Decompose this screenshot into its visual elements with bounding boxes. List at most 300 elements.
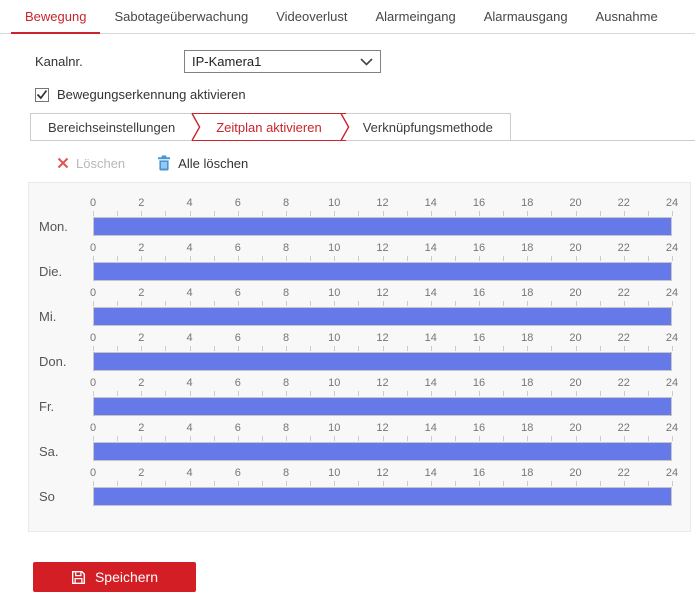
check-icon (36, 89, 48, 100)
hour-tick (455, 436, 456, 441)
hour-label: 8 (282, 377, 290, 389)
hour-tick (503, 391, 504, 396)
hour-tick (551, 346, 552, 351)
hour-tick (334, 211, 335, 216)
hour-tick (672, 391, 673, 396)
hour-label: 4 (186, 467, 193, 479)
hour-tick (334, 256, 335, 261)
hour-tick (358, 481, 359, 486)
day-label: Mi. (39, 309, 57, 324)
hour-tick (479, 301, 480, 306)
hour-tick (672, 211, 673, 216)
timeline (89, 286, 679, 331)
hour-tick (141, 301, 142, 306)
hour-label: 18 (521, 287, 534, 299)
hour-tick (672, 256, 673, 261)
hour-tick (93, 301, 94, 306)
hour-label: 24 (665, 422, 679, 434)
schedule-row-so (39, 466, 679, 511)
delete-label: Löschen (76, 155, 126, 171)
hour-tick (238, 481, 239, 486)
hour-tick (431, 436, 432, 441)
hour-label: 4 (186, 197, 193, 209)
hour-tick (624, 391, 625, 396)
day-label: Mon. (39, 219, 68, 234)
hour-label: 6 (234, 467, 241, 479)
hour-label: 12 (376, 197, 389, 209)
hour-label: 24 (665, 287, 679, 299)
hour-label: 6 (234, 287, 241, 299)
hour-tick (117, 346, 118, 351)
save-label: Speichern (94, 569, 159, 585)
hour-tick (431, 391, 432, 396)
hour-tick (214, 481, 215, 486)
day-label: Fr. (39, 399, 55, 414)
hour-label: 22 (617, 242, 630, 254)
hour-tick (503, 301, 504, 306)
subtab-bar-filler (511, 113, 695, 141)
hour-label: 6 (234, 422, 241, 434)
hour-tick (190, 436, 191, 441)
hour-tick (479, 211, 480, 216)
hour-tick (407, 481, 408, 486)
hour-label: 20 (569, 197, 582, 209)
hour-tick (455, 391, 456, 396)
hour-tick (527, 346, 528, 351)
hour-tick (310, 211, 311, 216)
hour-tick (190, 481, 191, 486)
hour-tick (214, 301, 215, 306)
hour-label: 18 (521, 197, 534, 209)
schedule-track[interactable] (93, 397, 672, 416)
schedule-bar[interactable] (94, 308, 671, 325)
hour-label: 18 (521, 242, 534, 254)
hour-tick (551, 391, 552, 396)
hour-tick (431, 301, 432, 306)
hour-tick (262, 391, 263, 396)
hour-label: 14 (424, 287, 437, 299)
tab-alarmeingang[interactable]: Alarmeingang (375, 9, 456, 24)
hour-label: 4 (186, 242, 193, 254)
hour-label: 14 (424, 242, 437, 254)
hour-tick (165, 481, 166, 486)
hour-tick (117, 301, 118, 306)
hour-tick (503, 211, 504, 216)
hour-tick (479, 481, 480, 486)
hour-tick (334, 481, 335, 486)
hour-tick (214, 211, 215, 216)
hour-label: 16 (472, 332, 486, 344)
hour-tick (117, 391, 118, 396)
trash-icon (157, 155, 171, 171)
hour-tick (238, 346, 239, 351)
hour-tick (503, 346, 504, 351)
delete-x-icon (57, 157, 69, 169)
hour-label: 22 (617, 197, 630, 209)
schedule-track[interactable] (93, 487, 672, 506)
hour-tick (551, 301, 552, 306)
hour-tick (407, 391, 408, 396)
hour-tick (165, 211, 166, 216)
schedule-track[interactable] (93, 262, 672, 281)
hour-tick (262, 436, 263, 441)
hour-tick (286, 391, 287, 396)
hour-label: 18 (521, 422, 534, 434)
hour-tick (431, 481, 432, 486)
hour-label: 4 (186, 377, 193, 389)
hour-tick (93, 481, 94, 486)
hour-tick (262, 256, 263, 261)
schedule-track[interactable] (93, 352, 672, 371)
hour-label: 24 (665, 332, 679, 344)
delete-button[interactable] (57, 156, 125, 171)
hour-tick (600, 436, 601, 441)
hour-tick (455, 346, 456, 351)
channel-select-value: IP-Kamera1 (192, 54, 262, 69)
hour-label: 24 (665, 197, 679, 209)
hour-tick (141, 346, 142, 351)
schedule-bar[interactable] (94, 353, 671, 370)
hour-tick (141, 481, 142, 486)
hour-label: 24 (665, 377, 679, 389)
hour-tick (165, 301, 166, 306)
hour-tick (141, 391, 142, 396)
hour-tick (527, 301, 528, 306)
hour-label: 8 (282, 197, 290, 209)
hour-tick (672, 346, 673, 351)
hour-label: 20 (569, 377, 582, 389)
hour-label: 16 (472, 422, 486, 434)
hour-tick (358, 301, 359, 306)
tab-videoverlust[interactable]: Videoverlust (276, 9, 348, 24)
delete-all-button[interactable] (157, 155, 248, 171)
hour-tick (576, 436, 577, 441)
hour-label: 6 (234, 332, 241, 344)
subtab-label: Verknüpfungsmethode (362, 119, 493, 135)
schedule-bar[interactable] (94, 488, 671, 505)
hour-label: 20 (569, 287, 582, 299)
hour-tick (165, 436, 166, 441)
schedule-row-sa (39, 421, 679, 466)
hour-tick (407, 256, 408, 261)
hour-tick (190, 256, 191, 261)
hour-tick (190, 391, 191, 396)
hour-tick (431, 346, 432, 351)
hour-tick (93, 211, 94, 216)
hour-tick (600, 256, 601, 261)
hour-tick (479, 436, 480, 441)
day-label: Don. (39, 354, 67, 369)
subtab-zeitplan-aktivieren[interactable] (192, 113, 346, 141)
hour-label: 10 (328, 332, 341, 344)
hour-tick (648, 436, 649, 441)
hour-label: 12 (376, 332, 389, 344)
subtab-label: Zeitplan aktivieren (216, 119, 322, 135)
hour-label: 10 (328, 197, 341, 209)
hour-tick (190, 301, 191, 306)
channel-row (35, 50, 695, 73)
motion-detection-label: Bewegungserkennung aktivieren (57, 87, 246, 102)
motion-detection-checkbox[interactable] (35, 88, 49, 102)
hour-tick (214, 436, 215, 441)
hour-tick (383, 211, 384, 216)
hour-label: 10 (328, 287, 341, 299)
hour-tick (93, 436, 94, 441)
channel-label: Kanalnr. (35, 54, 83, 69)
hour-tick (503, 436, 504, 441)
hour-tick (527, 391, 528, 396)
hour-tick (624, 301, 625, 306)
schedule-row-mon (39, 196, 679, 241)
hour-tick (286, 256, 287, 261)
hour-tick (431, 211, 432, 216)
hour-label: 12 (376, 467, 389, 479)
hour-tick (648, 256, 649, 261)
hour-tick (648, 301, 649, 306)
hour-tick (165, 256, 166, 261)
hour-tick (551, 436, 552, 441)
hour-label: 16 (472, 377, 486, 389)
hour-tick (383, 301, 384, 306)
hour-tick (551, 211, 552, 216)
day-label: So (39, 489, 55, 504)
tab-ausnahme[interactable]: Ausnahme (595, 9, 658, 24)
schedule-bar[interactable] (94, 398, 671, 415)
subtab-bereichseinstellungen[interactable] (30, 113, 192, 141)
hour-label: 22 (617, 422, 630, 434)
hour-tick (334, 436, 335, 441)
hour-tick (431, 256, 432, 261)
hour-tick (214, 391, 215, 396)
hour-tick (334, 391, 335, 396)
hour-tick (624, 256, 625, 261)
hour-label: 0 (89, 287, 97, 299)
hour-tick (165, 391, 166, 396)
subtab-label: Bereichseinstellungen (48, 119, 176, 135)
hour-label: 14 (424, 377, 437, 389)
hour-label: 20 (569, 242, 582, 254)
hour-tick (310, 436, 311, 441)
save-button[interactable] (33, 562, 196, 592)
hour-tick (624, 436, 625, 441)
hour-tick (262, 481, 263, 486)
day-label: Sa. (39, 444, 59, 459)
schedule-track[interactable] (93, 217, 672, 236)
hour-tick (214, 256, 215, 261)
hour-tick (455, 301, 456, 306)
hour-tick (648, 481, 649, 486)
hour-tick (648, 391, 649, 396)
timeline (89, 421, 679, 466)
timeline (89, 331, 679, 376)
hour-tick (117, 436, 118, 441)
timeline (89, 196, 679, 241)
hour-label: 22 (617, 287, 630, 299)
hour-tick (600, 481, 601, 486)
hour-tick (286, 211, 287, 216)
hour-label: 10 (328, 422, 341, 434)
schedule-track[interactable] (93, 442, 672, 461)
subtab-verknuepfungsmethode[interactable] (346, 113, 511, 141)
channel-select[interactable] (184, 50, 381, 73)
hour-label: 22 (617, 467, 630, 479)
hour-tick (117, 481, 118, 486)
hour-tick (407, 346, 408, 351)
subtab-chevron-icon (340, 113, 350, 141)
hour-label: 20 (569, 467, 582, 479)
schedule-track[interactable] (93, 307, 672, 326)
schedule-row-die (39, 241, 679, 286)
tab-sabotageueberwachung[interactable]: Sabotageüberwachung (114, 9, 249, 24)
timeline (89, 466, 679, 511)
hour-label: 12 (376, 287, 389, 299)
hour-tick (407, 301, 408, 306)
hour-label: 2 (138, 287, 145, 299)
hour-tick (383, 256, 384, 261)
enable-row (35, 87, 695, 102)
hour-tick (358, 391, 359, 396)
hour-label: 12 (376, 422, 389, 434)
hour-tick (310, 346, 311, 351)
hour-label: 4 (186, 422, 193, 434)
hour-label: 0 (89, 467, 97, 479)
hour-tick (624, 346, 625, 351)
hour-tick (527, 256, 528, 261)
delete-all-label: Alle löschen (178, 155, 249, 171)
hour-tick (455, 211, 456, 216)
schedule-row-mi (39, 286, 679, 331)
hour-tick (648, 346, 649, 351)
hour-label: 8 (282, 467, 290, 479)
hour-tick (93, 256, 94, 261)
hour-tick (165, 346, 166, 351)
hour-label: 0 (89, 197, 97, 209)
schedule-bar[interactable] (94, 443, 671, 460)
hour-tick (407, 211, 408, 216)
hour-label: 14 (424, 197, 437, 209)
hour-tick (527, 211, 528, 216)
hour-label: 24 (665, 242, 679, 254)
hour-tick (576, 391, 577, 396)
hour-label: 2 (138, 197, 145, 209)
tab-alarmausgang[interactable]: Alarmausgang (483, 9, 568, 24)
hour-label: 0 (89, 332, 97, 344)
hour-tick (286, 436, 287, 441)
timeline (89, 241, 679, 286)
save-icon (71, 570, 86, 585)
tab-bewegung[interactable]: Bewegung (11, 0, 100, 33)
schedule-toolbar (57, 153, 695, 173)
hour-tick (576, 211, 577, 216)
hour-tick (479, 346, 480, 351)
hour-tick (383, 391, 384, 396)
hour-tick (238, 211, 239, 216)
hour-label: 0 (89, 377, 97, 389)
hour-tick (310, 301, 311, 306)
hour-label: 16 (472, 197, 486, 209)
hour-tick (551, 481, 552, 486)
hour-tick (672, 301, 673, 306)
hour-tick (503, 256, 504, 261)
hour-tick (551, 256, 552, 261)
hour-label: 8 (282, 242, 290, 254)
hour-label: 6 (234, 377, 241, 389)
schedule-row-fr (39, 376, 679, 421)
hour-tick (93, 346, 94, 351)
hour-tick (238, 391, 239, 396)
hour-tick (479, 256, 480, 261)
hour-tick (624, 211, 625, 216)
hour-label: 16 (472, 242, 486, 254)
hour-label: 18 (521, 467, 534, 479)
hour-tick (407, 436, 408, 441)
hour-tick (141, 256, 142, 261)
hour-tick (479, 391, 480, 396)
hour-tick (310, 391, 311, 396)
hour-label: 22 (617, 377, 630, 389)
hour-label: 0 (89, 422, 97, 434)
hour-label: 2 (138, 242, 145, 254)
hour-label: 2 (138, 332, 145, 344)
hour-label: 20 (569, 332, 582, 344)
day-label: Die. (39, 264, 63, 279)
hour-tick (238, 301, 239, 306)
hour-label: 14 (424, 422, 437, 434)
hour-tick (672, 436, 673, 441)
hour-label: 4 (186, 332, 193, 344)
hour-label: 8 (282, 287, 290, 299)
hour-label: 24 (665, 467, 679, 479)
hour-tick (262, 211, 263, 216)
schedule-bar[interactable] (94, 263, 671, 280)
hour-label: 18 (521, 332, 534, 344)
hour-label: 0 (89, 242, 97, 254)
hour-label: 12 (376, 242, 389, 254)
hour-tick (358, 436, 359, 441)
hour-tick (600, 346, 601, 351)
sub-tab-bar (30, 113, 695, 141)
subtab-chevron-icon (191, 113, 201, 141)
hour-tick (286, 481, 287, 486)
hour-tick (141, 211, 142, 216)
hour-tick (141, 436, 142, 441)
hour-tick (600, 391, 601, 396)
hour-tick (527, 481, 528, 486)
main-tab-bar (0, 0, 695, 34)
hour-label: 6 (234, 197, 241, 209)
hour-label: 8 (282, 332, 290, 344)
hour-label: 14 (424, 332, 437, 344)
hour-label: 12 (376, 377, 389, 389)
hour-label: 18 (521, 377, 534, 389)
hour-tick (624, 481, 625, 486)
hour-tick (648, 211, 649, 216)
hour-tick (576, 256, 577, 261)
hour-tick (383, 346, 384, 351)
hour-tick (238, 436, 239, 441)
hour-tick (262, 346, 263, 351)
hour-tick (576, 301, 577, 306)
hour-label: 4 (186, 287, 193, 299)
hour-tick (383, 481, 384, 486)
hour-label: 10 (328, 377, 341, 389)
hour-label: 2 (138, 377, 145, 389)
hour-label: 16 (472, 467, 486, 479)
schedule-bar[interactable] (94, 218, 671, 235)
hour-tick (238, 256, 239, 261)
hour-tick (117, 256, 118, 261)
hour-tick (334, 301, 335, 306)
